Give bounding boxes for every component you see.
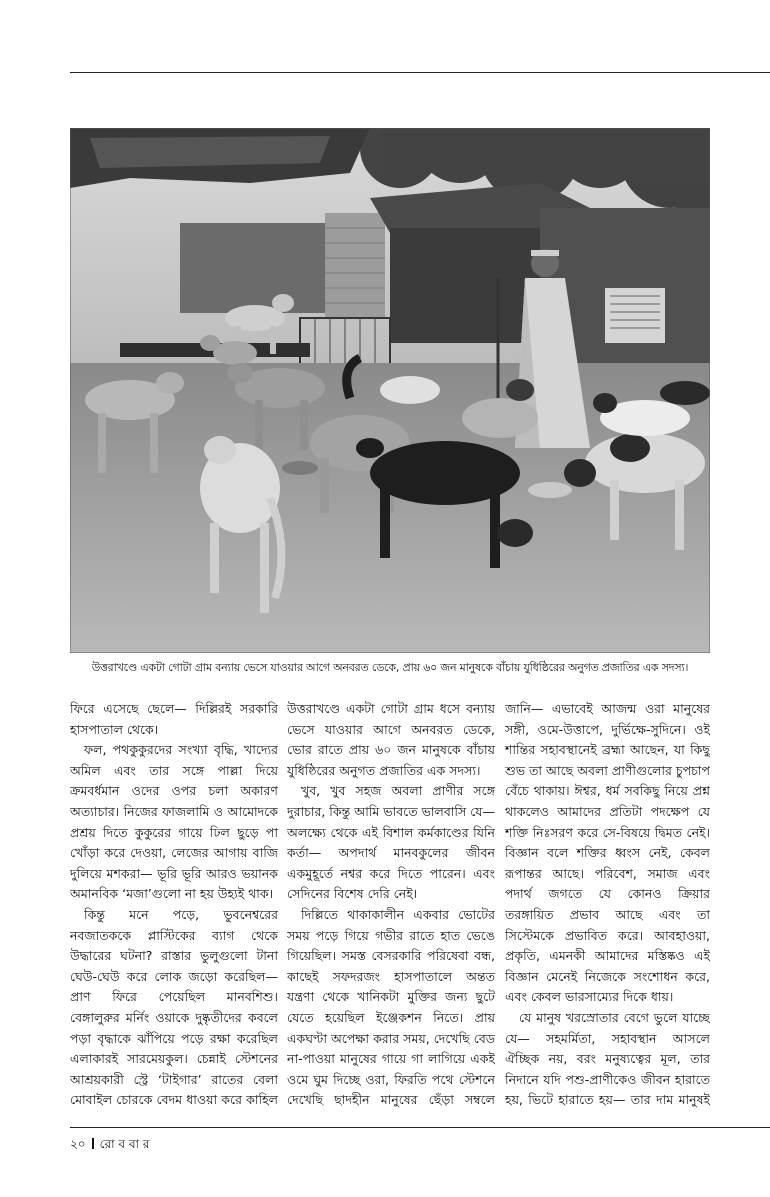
paragraph: উত্তরাখণ্ডে একটা গোটা গ্রাম ধসে বন্যায় ভেসে যাওয়ার আগে অনবরত ডেকে, ভোর রাতে প্রায় ৬০ জন মানুষকে বাঁচায় যুধিষ্ঠিরের অনুগত প্রজাতির এক সদস্য। — [287, 701, 495, 778]
paragraph: ফিরে এসেছে ছেলে— দিল্লিরই সরকারি হাসপাতাল থেকে। — [70, 701, 278, 737]
paragraph: দিল্লিতে থাকাকালীন একবার ভোটের সময় পড়ে গিয়ে গভীর রাতে হাত ভেঙে গিয়েছিল। সমস্ত বেসরকারি পরিষেবা বন্ধ, কাছেই সফদরজং হাসপাতালে অন্তত যন্ত্রণা থেকে খানিকটা মুক্তির জন্য ছুটে যেতে হয়েছিল ইঞ্জেকশন নিতে। প্রায় একঘণ্টা অপেক্ষা করার সময়, দেখেছি বেড না-পাওয়া মানুষের গায়ে গা লাগিয়ে একই ওমে ঘুম দিচ্ছে ওরা, ফিরতি পথে স্টেশনে দেখেছি ছাদহীন মানুষের ছেঁড়া সম্বলে — [287, 906, 495, 1108]
shelter-left — [180, 223, 350, 313]
brick-wall — [325, 213, 385, 318]
top-rule — [70, 72, 770, 73]
page-footer — [70, 1134, 149, 1154]
paragraph: কিন্তু মনে পড়ে, ভুবনেশ্বরের নবজাতককে প্লাস্টিকের ব্যাগ থেকে উদ্ধারের ঘটনা? রাস্তার ভুলুগুলো টানা ঘেউ-ঘেউ করে লোক জড়ো করেছিল— প্রাণ ফিরে পেয়েছিল মানবশিশু। বেঙ্গালুরুর মর্নিং ওয়াকে দুষ্কৃতীদের কবলে পড়া বৃদ্ধাকে ঝাঁপিয়ে পড়ে রক্ষা করেছিল এলাকারই সারমেয়কুল। চেন্নাই স্টেশনের আশ্রয়কারী স্ট্রে ‘টাইগার’ রাতের বেলা মোবাইল চোরকে বেদম ধাওয়া করে কাহিল — [70, 906, 278, 1108]
street-dogs-photo — [70, 128, 710, 653]
paragraph: যে মানুষ খরস্রোতার বেগে ভুলে যাচ্ছে যে— সহমর্মিতা, সহাবস্থান আসলে ঐচ্ছিক নয়, বরং মনুষ্যত্বের মূল, তার নিদানে যদি পশু-প্রাণীকেও জীবন হারাতে হয়, ভিটে হারাতে হয়— তার দাম মানুষই — [505, 1009, 710, 1108]
page-number: ২০ — [70, 1137, 86, 1151]
paragraph: খুব, খুব সহজ অবলা প্রাণীর সঙ্গে দুরাচার, কিন্তু আমি ভাবতে ভালবাসি যে— অলক্ষ্যে থেকে এই বিশাল কর্মকাণ্ডের যিনি কর্তা— অপদার্থ মানবকুলের জীবন একমুহূর্তে নশ্বর করে দিতে পারেন। এবং সেদিনের বিশেষ দেরি নেই। — [287, 783, 495, 902]
text-column-3 — [505, 699, 710, 1109]
footer-separator — [92, 1138, 94, 1149]
magazine-name: রো ব বা র — [99, 1137, 150, 1151]
bottom-rule — [70, 1127, 770, 1128]
photo-illustration — [70, 128, 710, 653]
photo-caption: উত্তরাখণ্ডে একটা গোটা গ্রাম বন্যায় ভেসে যাওয়ার আগে অনবরত ডেকে, প্রায় ৬০ জন মানুষকে বাঁচায় যুধিষ্ঠিরের অনুগত প্রজাতির এক সদস্য। — [91, 661, 689, 674]
shelter-right — [390, 228, 540, 343]
paragraph: ফল, পথকুকুরদের সংখ্যা বৃদ্ধি, খাদ্যের অমিল এবং তার সঙ্গে পাল্লা দিয়ে ক্রমবর্ধমান ওদের ওপর চলা অকারণ অত্যাচার। নিজের ফাজলামি ও আমোদকে প্রশ্রয় দিতে কুকুরের গায়ে ঢিল ছুড়ে পা খোঁড়া করে দেওয়া, লেজের আগায় বাজি দুলিয়ে মশকরা— ভূরি ভূরি আরও ভয়ানক অমানবিক ‘মজা’গুলো না হয় উহ্যই থাক। — [70, 742, 278, 902]
text-column-1 — [70, 699, 278, 1109]
dog-dark-far-right — [660, 381, 710, 405]
food-bowl — [282, 461, 318, 475]
paragraph: জানি— এভাবেই আজন্ম ওরা মানুষের সঙ্গী, ওমে-উত্তাপে, দুর্ভিক্ষে-সুদিনে। ওই শান্তির সহাবস্থানেই ব্রহ্মা আছেন, যা কিছু শুভ তা আছে অবলা প্রাণীগুলোর চুপচাপ বেঁচে থাকায়। ঈশ্বর, ধর্ম সবকিছু নিয়ে প্রশ্ন থাকলেও আমাদের প্রতিটা পদক্ষেপ যে শক্তি নিঃসরণ করে সে-বিষয়ে দ্বিমত নেই। বিজ্ঞান বলে শক্তির ধ্বংস নেই, কেবল রূপান্তর আছে। পরিবেশ, সমাজ এবং পদার্থ জগতে যে কোনও ক্রিয়ার তরঙ্গায়িত প্রভাব আছে এবং তা সিস্টেমকে প্রভাবিত করে। আবহাওয়া, প্রকৃতি, এমনকী আমাদের মস্তিষ্কও এই বিজ্ঞান মেনেই নিজেকে সংশোধন করে, এবং কেবল ভারসাম্যের দিকে ধায়। — [505, 701, 710, 1005]
dog-white-lying — [380, 376, 440, 404]
text-column-2 — [287, 699, 495, 1109]
